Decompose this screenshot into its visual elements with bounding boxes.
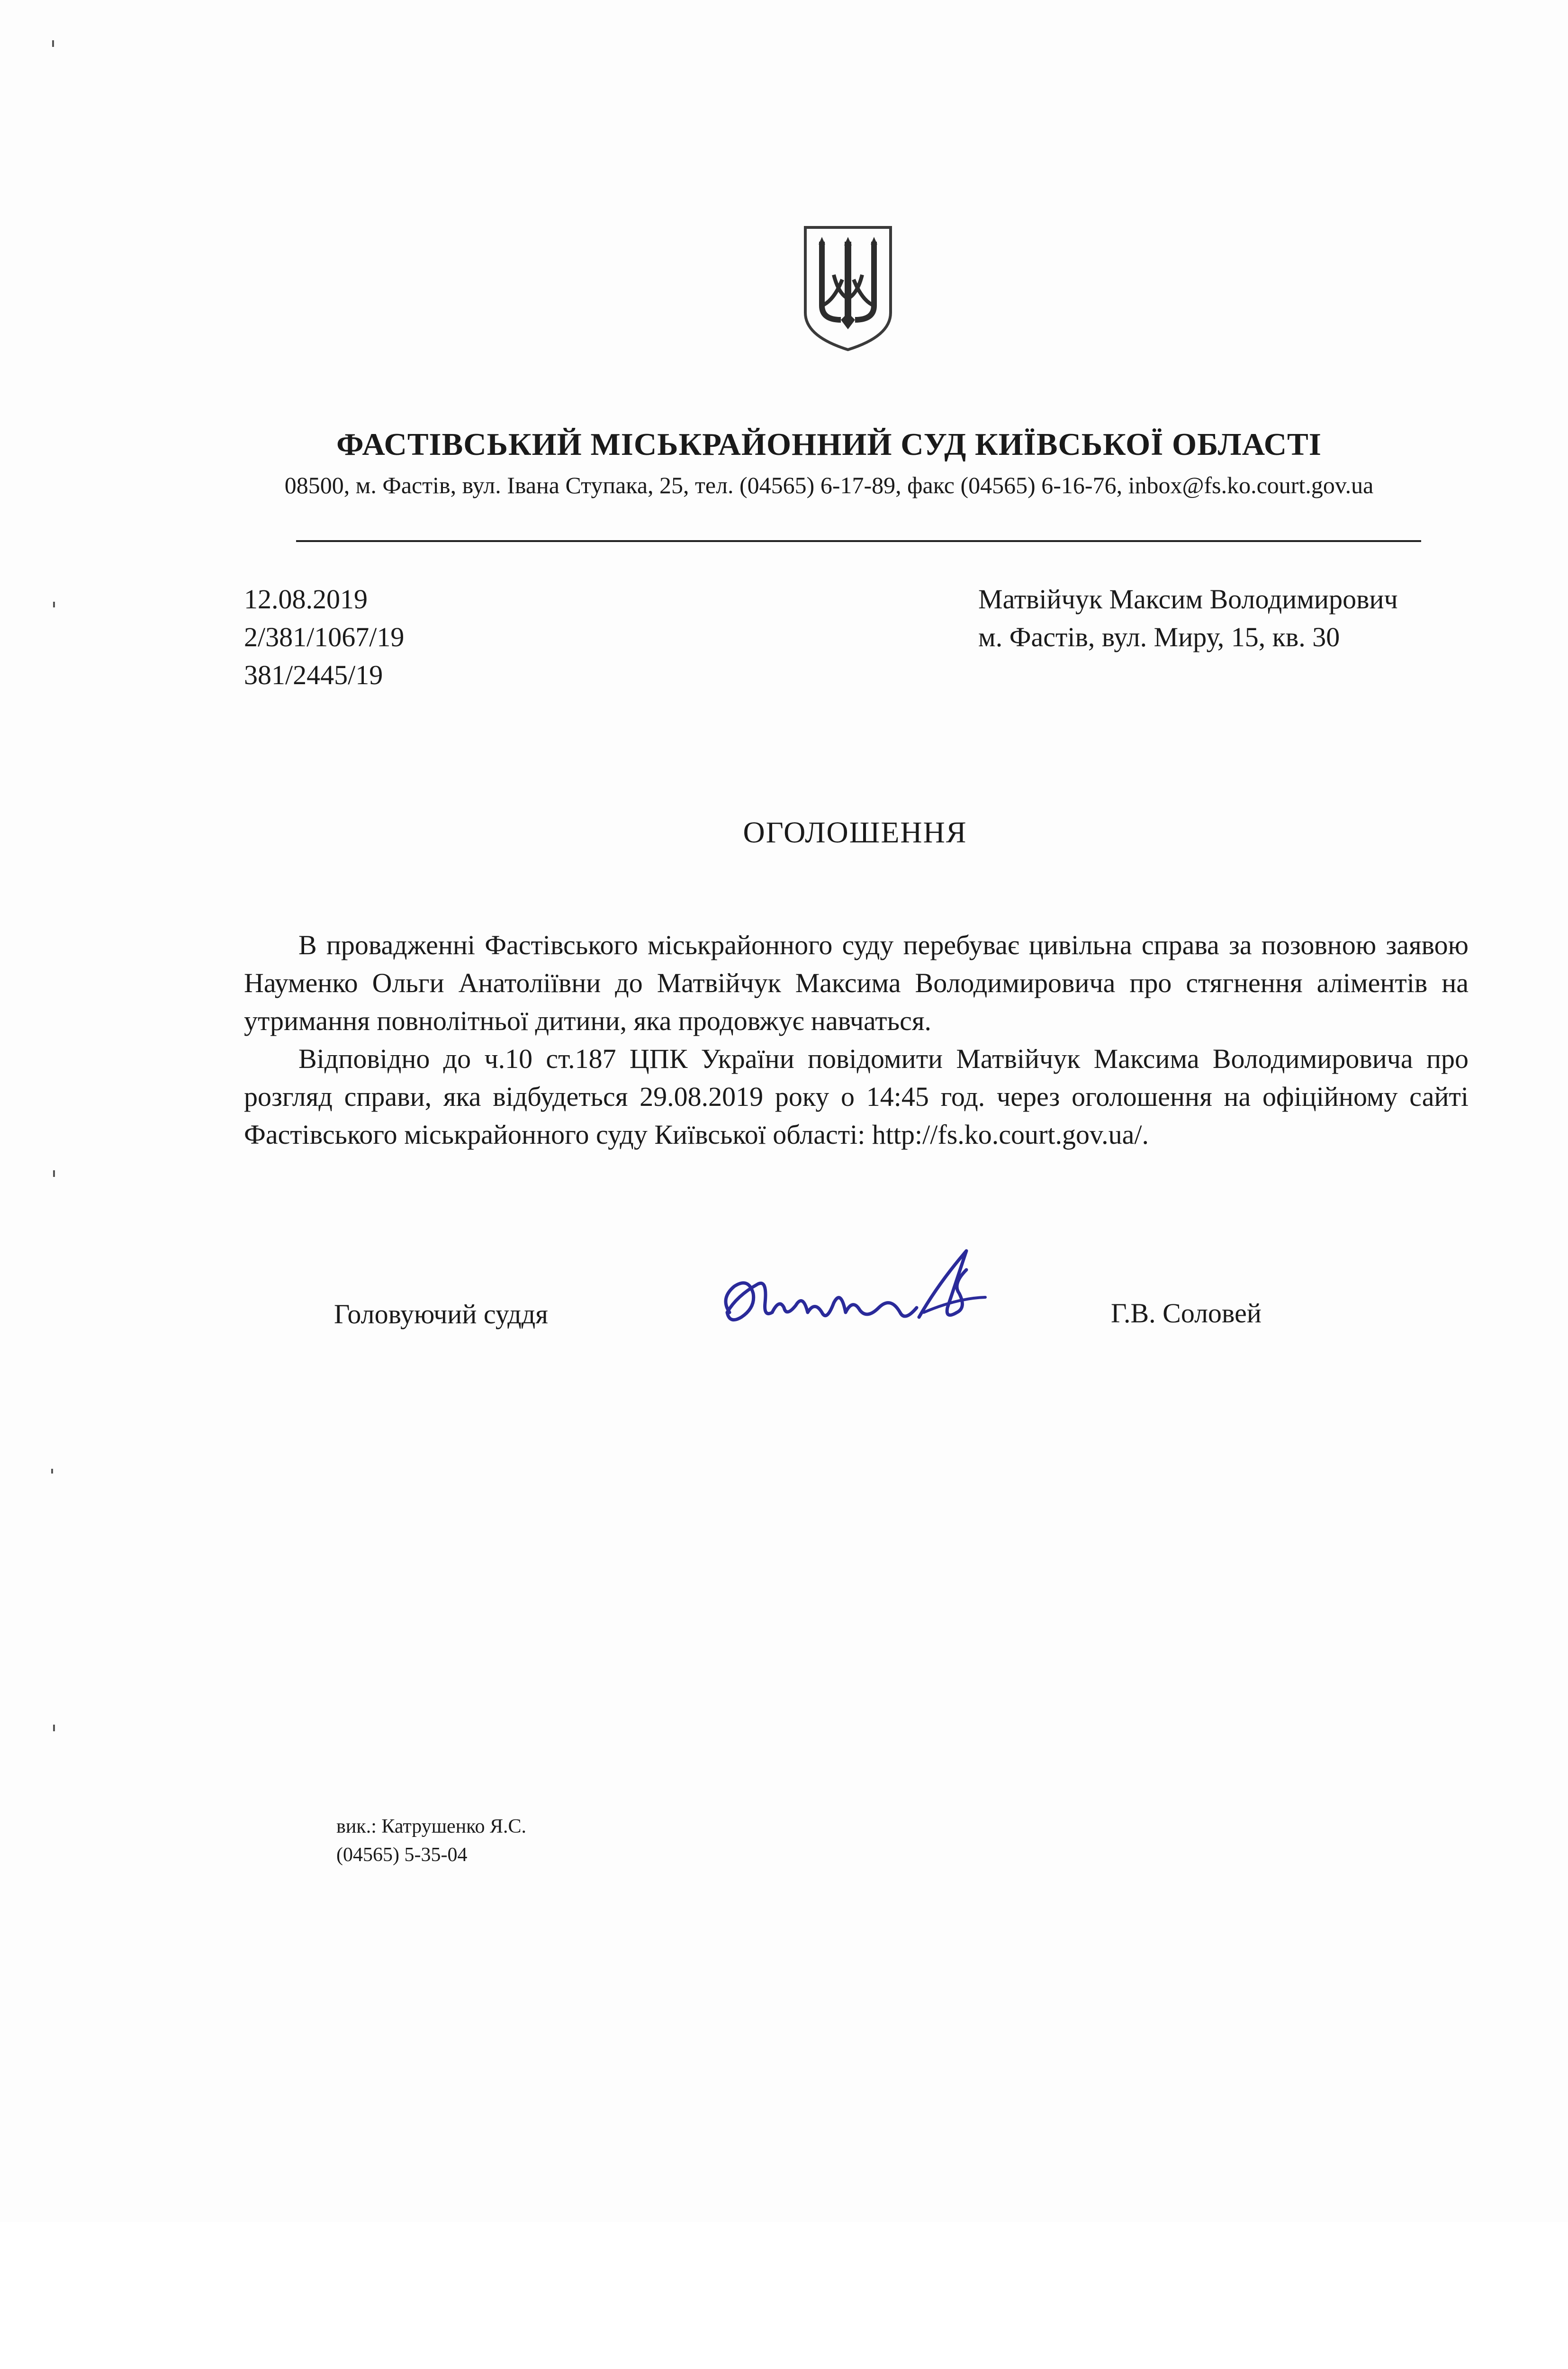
executor-name: вик.: Катрушенко Я.С. <box>336 1816 526 1837</box>
trident-emblem-icon <box>801 223 895 353</box>
signature-block <box>0 1241 1568 1365</box>
court-address: 08500, м. Фастів, вул. Івана Ступака, 25, тел. (04565) 6-17-89, факс (04565) 6-16-76, inbox@fs.ko.court.gov.ua <box>284 472 1374 498</box>
signatory-name: Г.В. Соловей <box>1111 1298 1262 1329</box>
recipient-address: м. Фастів, вул. Миру, 15, кв. 30 <box>978 622 1340 652</box>
scan-mark <box>51 1469 53 1474</box>
header-divider <box>296 540 1421 542</box>
outgoing-number: 2/381/1067/19 <box>244 622 405 652</box>
document-date: 12.08.2019 <box>244 584 368 615</box>
document-meta <box>244 580 404 694</box>
scan-mark <box>53 1170 55 1177</box>
court-name: ФАСТІВСЬКИЙ МІСЬКРАЙОННИЙ СУД КИЇВСЬКОЇ ОБЛАСТІ <box>336 427 1322 462</box>
handwritten-signature <box>701 1241 1004 1350</box>
executor-info <box>336 1812 526 1869</box>
scan-mark <box>53 1725 55 1731</box>
signatory-position: Головуючий суддя <box>334 1299 548 1329</box>
case-number: 381/2445/19 <box>244 660 383 690</box>
body-paragraph: Відповідно до ч.10 ст.187 ЦПК України повідомити Матвійчук Максима Володимировича про розгляд справи, яка відбудеться 29.08.2019 року о 14:45 год. через оголошення на офіційному сайті Фастівського міськрайонного суду Київської області: http://fs.ko.court.gov.ua/. <box>244 1043 1469 1150</box>
recipient-block <box>978 580 1398 656</box>
document-title: ОГОЛОШЕННЯ <box>743 815 967 849</box>
scan-mark <box>52 40 54 47</box>
recipient-name: Матвійчук Максим Володимирович <box>978 584 1398 615</box>
executor-phone: (04565) 5-35-04 <box>336 1844 468 1866</box>
announcement-body <box>244 926 1469 1154</box>
body-paragraph: В провадженні Фастівського міськрайонного суду перебуває цивільна справа за позовною заявою Науменко Ольги Анатоліївни до Матвійчук Максима Володимировича про стягнення аліментів на утримання повнолітньої дитини, яка продовжує навчаться. <box>244 930 1469 1036</box>
scan-mark <box>53 602 55 607</box>
